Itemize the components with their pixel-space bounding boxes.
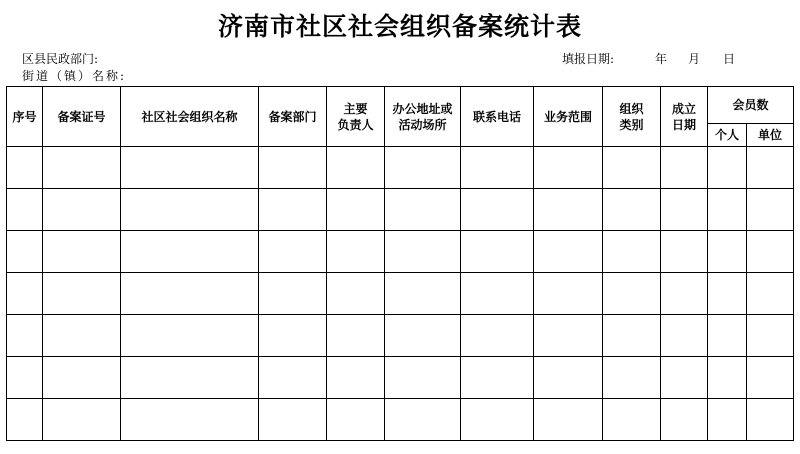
cell-leader[interactable] (327, 147, 385, 189)
header-org-name: 社区社会组织名称 (121, 87, 259, 147)
cell-org-name[interactable] (121, 357, 259, 399)
cell-phone[interactable] (461, 315, 534, 357)
cell-leader[interactable] (327, 189, 385, 231)
cell-seq[interactable] (7, 273, 43, 315)
cell-dept[interactable] (259, 315, 327, 357)
report-date-month: 月 (688, 52, 701, 66)
report-date-year: 年 (655, 52, 668, 66)
cell-members-unit[interactable] (747, 399, 794, 441)
cell-dept[interactable] (259, 231, 327, 273)
header-phone: 联系电话 (461, 87, 534, 147)
header-members: 会员数 (708, 87, 794, 124)
cell-seq[interactable] (7, 147, 43, 189)
cell-phone[interactable] (461, 357, 534, 399)
report-date-label: 填报日期: (562, 52, 615, 66)
table-row (7, 315, 794, 357)
cell-phone[interactable] (461, 147, 534, 189)
cell-category[interactable] (603, 189, 661, 231)
cell-category[interactable] (603, 399, 661, 441)
cell-dept[interactable] (259, 147, 327, 189)
cell-founded[interactable] (661, 357, 708, 399)
header-dept: 备案部门 (259, 87, 327, 147)
header-cert-no: 备案证号 (43, 87, 121, 147)
cell-members-unit[interactable] (747, 315, 794, 357)
cell-scope[interactable] (534, 315, 603, 357)
cell-category[interactable] (603, 147, 661, 189)
header-founded-line1: 成立 (671, 101, 696, 116)
cell-address[interactable] (385, 273, 461, 315)
cell-address[interactable] (385, 399, 461, 441)
cell-org-name[interactable] (121, 189, 259, 231)
cell-phone[interactable] (461, 231, 534, 273)
table-header-row (7, 87, 794, 124)
cell-address[interactable] (385, 231, 461, 273)
cell-leader[interactable] (327, 399, 385, 441)
cell-seq[interactable] (7, 315, 43, 357)
cell-members-individual[interactable] (708, 399, 747, 441)
cell-phone[interactable] (461, 399, 534, 441)
district-dept-label: 区县民政部门: (22, 52, 99, 66)
cell-org-name[interactable] (121, 315, 259, 357)
cell-leader[interactable] (327, 231, 385, 273)
cell-address[interactable] (385, 189, 461, 231)
header-leader-line2: 负责人 (337, 117, 374, 132)
report-date-field (562, 51, 736, 67)
table-row (7, 189, 794, 231)
cell-seq[interactable] (7, 399, 43, 441)
cell-cert-no[interactable] (43, 315, 121, 357)
cell-members-unit[interactable] (747, 273, 794, 315)
table-row (7, 399, 794, 441)
record-table (6, 86, 794, 441)
cell-cert-no[interactable] (43, 357, 121, 399)
cell-org-name[interactable] (121, 231, 259, 273)
cell-dept[interactable] (259, 189, 327, 231)
cell-leader[interactable] (327, 315, 385, 357)
cell-members-individual[interactable] (708, 231, 747, 273)
cell-scope[interactable] (534, 231, 603, 273)
header-category-line1: 组织 (619, 101, 644, 116)
cell-members-unit[interactable] (747, 147, 794, 189)
header-seq: 序号 (7, 87, 43, 147)
header-address-line2: 活动场所 (398, 117, 447, 132)
cell-category[interactable] (603, 231, 661, 273)
cell-dept[interactable] (259, 357, 327, 399)
header-members-unit: 单位 (747, 124, 794, 147)
cell-members-individual[interactable] (708, 189, 747, 231)
cell-org-name[interactable] (121, 147, 259, 189)
cell-seq[interactable] (7, 231, 43, 273)
cell-scope[interactable] (534, 189, 603, 231)
cell-leader[interactable] (327, 357, 385, 399)
cell-cert-no[interactable] (43, 399, 121, 441)
header-address (385, 87, 461, 147)
header-address-line1: 办公地址或 (392, 101, 453, 116)
table-row (7, 231, 794, 273)
cell-founded[interactable] (661, 273, 708, 315)
cell-members-unit[interactable] (747, 357, 794, 399)
table-row (7, 357, 794, 399)
cell-cert-no[interactable] (43, 189, 121, 231)
cell-dept[interactable] (259, 273, 327, 315)
table-row (7, 147, 794, 189)
cell-cert-no[interactable] (43, 273, 121, 315)
cell-phone[interactable] (461, 273, 534, 315)
cell-category[interactable] (603, 315, 661, 357)
header-category (603, 87, 661, 147)
table-row (7, 273, 794, 315)
cell-dept[interactable] (259, 399, 327, 441)
cell-scope[interactable] (534, 273, 603, 315)
cell-cert-no[interactable] (43, 147, 121, 189)
header-members-individual: 个人 (708, 124, 747, 147)
cell-members-unit[interactable] (747, 231, 794, 273)
cell-leader[interactable] (327, 273, 385, 315)
cell-founded[interactable] (661, 315, 708, 357)
header-scope: 业务范围 (534, 87, 603, 147)
header-leader (327, 87, 385, 147)
cell-scope[interactable] (534, 357, 603, 399)
cell-category[interactable] (603, 357, 661, 399)
page-title: 济南市社区社会组织备案统计表 (217, 12, 582, 41)
cell-founded[interactable] (661, 399, 708, 441)
cell-phone[interactable] (461, 189, 534, 231)
cell-cert-no[interactable] (43, 231, 121, 273)
cell-address[interactable] (385, 147, 461, 189)
table-body (7, 147, 794, 441)
cell-seq[interactable] (7, 357, 43, 399)
cell-founded[interactable] (661, 147, 708, 189)
cell-members-individual[interactable] (708, 147, 747, 189)
header-founded (661, 87, 708, 147)
header-category-line2: 类别 (619, 117, 644, 132)
cell-members-individual[interactable] (708, 357, 747, 399)
report-date-day: 日 (723, 52, 736, 66)
cell-members-individual[interactable] (708, 273, 747, 315)
cell-category[interactable] (603, 273, 661, 315)
header-leader-line1: 主要 (343, 101, 368, 116)
cell-members-unit[interactable] (747, 189, 794, 231)
cell-org-name[interactable] (121, 399, 259, 441)
cell-address[interactable] (385, 357, 461, 399)
cell-scope[interactable] (534, 399, 603, 441)
street-name-label: 街道（镇）名称: (22, 69, 127, 83)
cell-scope[interactable] (534, 147, 603, 189)
cell-members-individual[interactable] (708, 315, 747, 357)
cell-org-name[interactable] (121, 273, 259, 315)
cell-founded[interactable] (661, 189, 708, 231)
cell-seq[interactable] (7, 189, 43, 231)
cell-address[interactable] (385, 315, 461, 357)
cell-founded[interactable] (661, 231, 708, 273)
header-founded-line2: 日期 (671, 117, 696, 132)
